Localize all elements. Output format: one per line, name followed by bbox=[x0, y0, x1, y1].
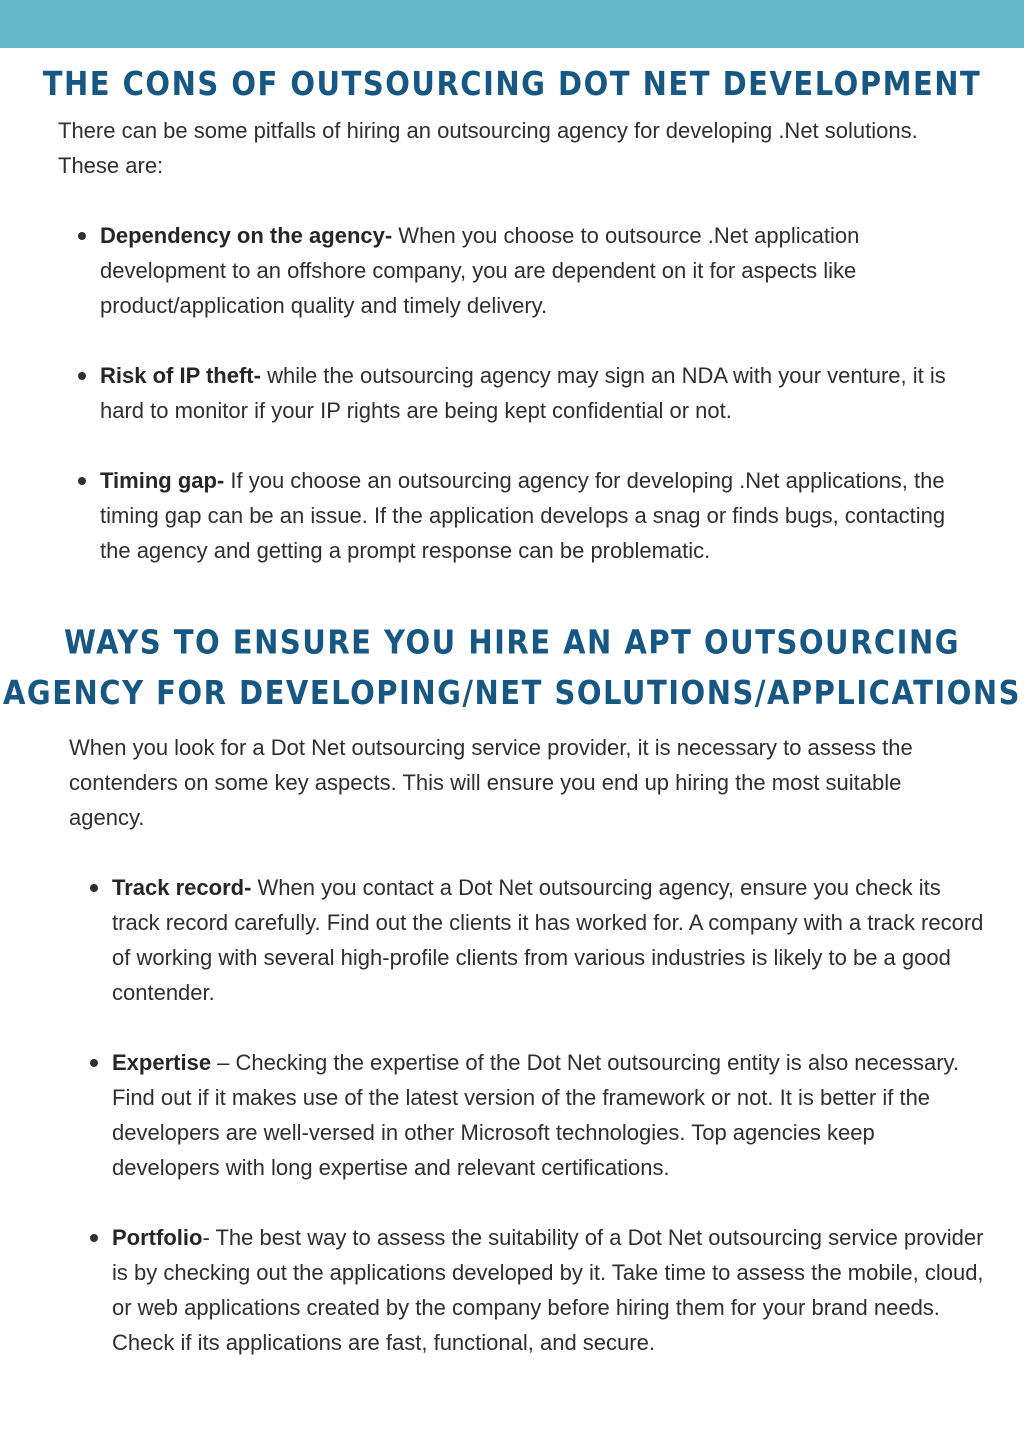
list-item bbox=[86, 1220, 986, 1360]
list-item-text: while the outsourcing agency may sign an NDA with your venture, it is hard to monitor if your IP rights are being kept confidential or not. bbox=[100, 363, 946, 423]
ways-list bbox=[86, 870, 986, 1395]
list-item-term: Timing gap- bbox=[100, 468, 225, 493]
list-item-term: Dependency on the agency- bbox=[100, 223, 393, 248]
section-heading-ways: WAYS TO ENSURE YOU HIRE AN APT OUTSOURCING AGENCY FOR DEVELOPING/NET SOLUTIONS/APPLICATIONS bbox=[2, 623, 1022, 712]
list-item-term: Track record- bbox=[112, 875, 252, 900]
top-color-band bbox=[0, 0, 1024, 48]
list-item-text: - The best way to assess the suitability of a Dot Net outsourcing service provider is by checking out the applications developed by it. Take time to assess the mobile, cloud, or web applications created by the company before hiring them for your brand needs. Check if its applications are fast, functional, and secure. bbox=[112, 1225, 984, 1355]
list-item bbox=[74, 463, 974, 568]
list-item bbox=[74, 218, 974, 323]
list-item bbox=[74, 358, 974, 428]
list-item-term: Portfolio bbox=[112, 1225, 203, 1250]
intro-paragraph-cons: There can be some pitfalls of hiring an outsourcing agency for developing .Net solutions. These are: bbox=[58, 118, 918, 178]
cons-list bbox=[74, 218, 974, 603]
list-item-term: Expertise bbox=[112, 1050, 212, 1075]
list-item-text: When you choose to outsource .Net application development to an offshore company, you are dependent on it for aspects like product/application quality and timely delivery. bbox=[100, 223, 860, 318]
list-item-text: If you choose an outsourcing agency for developing .Net applications, the timing gap can be an issue. If the application develops a snag or finds bugs, contacting the agency and getting a prompt response can be problematic. bbox=[100, 468, 946, 563]
list-item bbox=[86, 870, 986, 1010]
intro-paragraph-ways: When you look for a Dot Net outsourcing service provider, it is necessary to assess the contenders on some key aspects. This will ensure you end up hiring the most suitable agency. bbox=[69, 735, 913, 830]
list-item bbox=[86, 1045, 986, 1185]
list-item-text: When you contact a Dot Net outsourcing agency, ensure you check its track record carefully. Find out the clients it has worked for. A company with a track record of working with several high-profile clients from various industries is likely to be a good contender. bbox=[112, 875, 984, 1005]
list-item-text: – Checking the expertise of the Dot Net outsourcing entity is also necessary. Find out if it makes use of the latest version of the framework or not. It is better if the developers are well-versed in other Microsoft technologies. Top agencies keep developers with long expertise and relevant certifications. bbox=[112, 1050, 960, 1180]
list-item-term: Risk of IP theft- bbox=[100, 363, 261, 388]
section-heading-cons: THE CONS OF OUTSOURCING DOT NET DEVELOPMENT bbox=[42, 64, 982, 103]
